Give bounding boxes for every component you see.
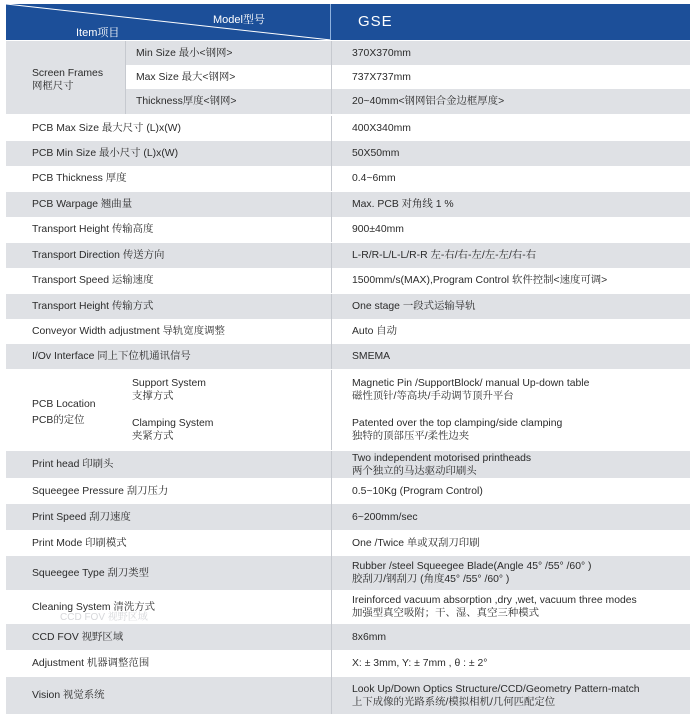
pcb-location-value <box>331 410 690 450</box>
pcb-location-value-line: 磁性顶针/等高块/手动调节顶升平台 <box>352 391 514 402</box>
spec-value <box>331 344 690 369</box>
spec-value <box>331 243 690 268</box>
pcb-location-label-cell <box>6 370 110 450</box>
pcb-location-value-line: Patented over the top clamping/side clamping <box>352 418 563 429</box>
spec-row <box>6 192 690 217</box>
spec-value <box>331 141 690 166</box>
spec-value <box>331 116 690 141</box>
pcb-location-sub-label <box>110 410 331 450</box>
spec-row <box>6 294 690 319</box>
spec-value-line: Look Up/Down Optics Structure/CCD/Geometry Pattern-match <box>352 683 640 695</box>
spec-value-line: Rubber /steel Squeegee Blade(Angle 45° /55° /60° ) <box>352 561 592 572</box>
screen-frames-label-line: 网框尺寸 <box>32 81 74 92</box>
spec-value-text: Max. PCB 对角线 1 % <box>352 199 454 210</box>
spec-row <box>6 243 690 268</box>
pcb-location-sub-line: Clamping System <box>132 418 214 429</box>
spec-value <box>331 294 690 319</box>
model-value: GSE <box>358 13 393 30</box>
table-header <box>6 4 690 40</box>
pcb-location-value-line: Magnetic Pin /SupportBlock/ manual Up-down table <box>352 378 590 389</box>
spec-value-text: 400X340mm <box>352 123 411 134</box>
spec-value-text: One stage 一段式运输导轨 <box>352 301 476 312</box>
spec-label: Print head 印刷头 <box>32 459 114 470</box>
spec-label: CCD FOV 视野区域 <box>32 631 124 643</box>
spec-value-line: X: ± 3mm, Y: ± 7mm , θ : ± 2° <box>352 658 488 669</box>
pcb-location-sub-label <box>110 370 331 410</box>
spec-label: PCB Thickness 厚度 <box>32 173 127 184</box>
spec-label: Squeegee Pressure 刮刀压力 <box>32 485 169 497</box>
spec-value-line: 上下成像的光路系统/模拟相机/几何匹配定位 <box>352 696 556 708</box>
spec-label: Cleaning System 清洗方式 <box>32 601 155 613</box>
spec-value <box>331 217 690 242</box>
spec-value <box>331 192 690 217</box>
spec-value-text: 900±40mm <box>352 224 404 235</box>
model-label: Model型号 <box>213 14 265 26</box>
screen-frames-label <box>32 67 103 93</box>
screen-frames-label-cell <box>6 41 125 114</box>
spec-value-line: 8x6mm <box>352 631 387 643</box>
spec-row <box>6 624 690 650</box>
screen-frames-sub-label: Min Size 最小<钢网> <box>125 41 331 65</box>
spec-value-text: 50X50mm <box>352 148 400 159</box>
spec-value-line: 0.5~10Kg (Program Control) <box>352 485 483 497</box>
pcb-location-value-line: 独特的顶部压平/柔性边夹 <box>352 431 470 442</box>
header-item-model-cell <box>6 4 331 40</box>
spec-label: Transport Speed 运输速度 <box>32 275 154 286</box>
spec-label: PCB Min Size 最小尺寸 (L)x(W) <box>32 148 179 159</box>
screen-frames-row <box>125 65 690 89</box>
spec-row <box>6 504 690 530</box>
spec-value-line: 6~200mm/sec <box>352 511 418 523</box>
header-divider <box>330 4 331 40</box>
screen-frames-sub-label: Thickness厚度<钢网> <box>125 89 331 114</box>
screen-frames-label-line: Screen Frames <box>32 68 104 79</box>
pcb-location-sub-text <box>132 417 213 443</box>
pcb-location-sub-text <box>132 377 206 403</box>
spec-row <box>6 268 690 293</box>
spec-value <box>331 590 690 624</box>
pcb-location-label-line: PCB的定位 <box>32 415 85 426</box>
pcb-location-sub-line: Support System <box>132 378 206 389</box>
spec-row <box>6 116 690 141</box>
spec-value-text: SMEMA <box>352 351 391 362</box>
spec-label: Vision 视觉系统 <box>32 690 105 701</box>
spec-label: PCB Warpage 翘曲量 <box>32 199 133 210</box>
spec-value-text: Auto 自动 <box>352 326 398 337</box>
screen-frames-value: 370X370mm <box>331 41 690 65</box>
spec-row <box>6 319 690 344</box>
spec-value-line: 两个独立的马达驱动印刷头 <box>352 465 477 477</box>
spec-label: Conveyor Width adjustment 导轨宽度调整 <box>32 326 225 337</box>
pcb-location-sub-line: 支撑方式 <box>132 391 174 402</box>
spec-value-line: Ireinforced vacuum absorption ,dry ,wet, vacuum three modes <box>352 595 637 606</box>
spec-label: PCB Max Size 最大尺寸 (L)x(W) <box>32 123 181 134</box>
screen-frames-value: 737X737mm <box>331 65 690 89</box>
item-label: Item项目 <box>76 27 120 39</box>
spec-label: Print Speed 刮刀速度 <box>32 511 131 523</box>
spec-value-line: 胶刮刀/钢刮刀 (角度45° /55° /60° ) <box>352 574 510 585</box>
pcb-location-row <box>110 370 690 410</box>
spec-label: Transport Height 传输高度 <box>32 224 154 235</box>
spec-row <box>6 478 690 504</box>
spec-value <box>331 530 690 556</box>
pcb-location-value <box>331 370 690 410</box>
screen-frames-row <box>125 89 690 114</box>
spec-row <box>6 166 690 191</box>
pcb-location-label-line: PCB Location <box>32 399 96 410</box>
pcb-location-sub-line: 夹紧方式 <box>132 431 174 442</box>
spec-value-line: Two independent motorised printheads <box>352 452 532 464</box>
spec-label: Transport Direction 传送方向 <box>32 250 165 261</box>
pcb-location-label <box>32 397 96 429</box>
spec-row <box>6 650 690 677</box>
pcb-location-row <box>110 410 690 450</box>
spec-value-line: One /Twice 单或双刮刀印刷 <box>352 537 480 549</box>
diagonal-divider <box>6 4 331 40</box>
spec-row <box>6 344 690 369</box>
screen-frames-row <box>125 41 690 65</box>
spec-row <box>6 141 690 166</box>
screen-frames-value: 20~40mm<钢网铝合金边框厚度> <box>331 89 690 114</box>
spec-value <box>331 319 690 344</box>
ghost-text: CCD FOV 视野区域 <box>60 612 148 623</box>
spec-row <box>6 677 690 714</box>
spec-value-text: 0.4~6mm <box>352 173 396 184</box>
spec-label: I/Ov Interface 同上下位机通讯信号 <box>32 351 191 362</box>
spec-row <box>6 530 690 556</box>
spec-value <box>331 166 690 191</box>
spec-value <box>331 268 690 293</box>
spec-row <box>6 556 690 590</box>
spec-value <box>331 556 690 590</box>
spec-label: Adjustment 机器调整范围 <box>32 658 150 669</box>
spec-value <box>331 504 690 530</box>
spec-row <box>6 451 690 478</box>
spec-value <box>331 650 690 677</box>
spec-value <box>331 677 690 714</box>
spec-value-line: 加强型真空吸附；干、湿、真空三种模式 <box>352 608 540 619</box>
spec-row <box>6 217 690 242</box>
spec-value <box>331 451 690 478</box>
screen-frames-sub-label: Max Size 最大<钢网> <box>125 65 331 89</box>
spec-value-text: L-R/R-L/L-L/R-R 左-右/右-左/左-左/右-右 <box>352 250 537 261</box>
spec-value-text: 1500mm/s(MAX),Program Control 软件控制<速度可调> <box>352 275 608 286</box>
spec-label: Transport Height 传输方式 <box>32 301 154 312</box>
spec-label: Squeegee Type 刮刀类型 <box>32 567 150 579</box>
spec-value <box>331 478 690 504</box>
spec-label: Print Mode 印刷模式 <box>32 537 127 549</box>
spec-value <box>331 624 690 650</box>
